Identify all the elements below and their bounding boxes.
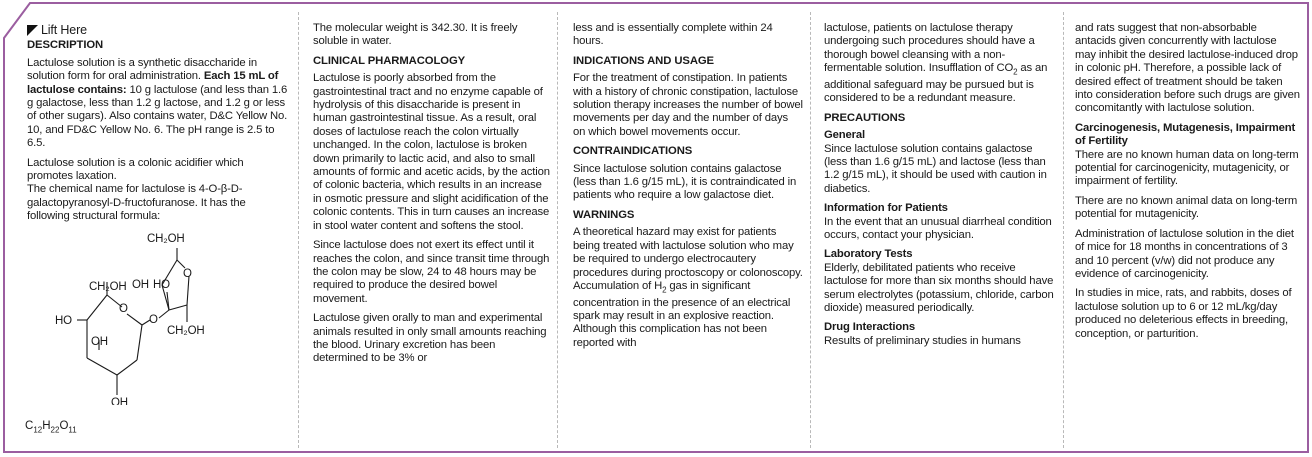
column-description xyxy=(27,24,289,405)
molecular-formula: $C_{12}H_{22}O_{11}$ xyxy=(25,420,77,435)
structural-formula xyxy=(27,230,277,405)
lift-here-label: Lift Here xyxy=(41,23,87,37)
struct-label: OH xyxy=(91,335,108,348)
carcinogenesis-paragraph: There are no known human data on long-term potential for carcinogenicity, mutagenicity, or impairment of fertility. xyxy=(1075,148,1299,188)
contraindications-paragraph: Since lactulose solution contains galactose (less than 1.6 g/15 mL), it is contraindicated in patients who require a low galactose diet. xyxy=(573,162,797,202)
indications-heading: INDICATIONS AND USAGE xyxy=(573,54,714,67)
struct-label: CH₂OH xyxy=(89,280,127,293)
pharmacology-continued: less and is essentially complete within 24 hours. xyxy=(573,22,773,48)
precautions-heading: PRECAUTIONS xyxy=(824,111,906,124)
pharmacology-paragraph: Lactulose given orally to man and experimental animals resulted in only small amounts reaching the blood. Urinary excretion has been determined to be 3% or xyxy=(313,312,547,365)
description-paragraph: Lactulose solution is a synthetic disaccharide in solution form for oral administration. Each 15 mL of lactulose contains: 10 g lactulose (and less than 1.6 g galactose, less than 1.2 g lactose, and 1.2 g or less of other sugars). Also contains water, D&C Yellow No. 10, and FD&C Yellow No. 6. The pH range is 2.5 to 6.5. xyxy=(27,56,288,150)
pharmacology-paragraph: Since lactulose does not exert its effect until it reaches the colon, and since transit time through the colon may be slow, 24 to 48 hours may be required to produce the desired bowel movement. xyxy=(313,239,550,305)
column-carcinogenesis xyxy=(1075,22,1300,347)
column-divider xyxy=(298,12,299,448)
carcinogenesis-paragraph: There are no known animal data on long-term potential for mutagenicity. xyxy=(1075,194,1298,221)
struct-label: OH xyxy=(132,278,149,291)
chemical-name-paragraph: The chemical name for lactulose is 4-O-β-D-galactopyranosyl-D-fructofuranose. It has the following structural formula: xyxy=(27,183,246,223)
lift-here-tab[interactable] xyxy=(27,24,289,37)
struct-label: O xyxy=(183,267,192,280)
struct-label: O xyxy=(119,302,128,315)
molecular-weight-paragraph: The molecular weight is 342.30. It is freely soluble in water. xyxy=(313,22,518,48)
column-precautions xyxy=(824,22,1056,354)
laboratory-tests-subheading: Laboratory Tests xyxy=(824,248,913,261)
structure-drawing xyxy=(27,230,277,405)
carcinogenesis-paragraph: Administration of lactulose solution in the diet of mice for 18 months in concentrations of 3 and 10 percent (v/w) did not produce any evidence of carcinogenicity. xyxy=(1075,227,1294,280)
description-heading: DESCRIPTION xyxy=(27,39,104,52)
information-for-patients-subheading: Information for Patients xyxy=(824,202,948,215)
drug-interactions-paragraph: Results of preliminary studies in humans xyxy=(824,334,1021,347)
struct-label: O xyxy=(149,313,158,326)
struct-label: CH₂OH xyxy=(147,232,185,245)
contraindications-heading: CONTRAINDICATIONS xyxy=(573,145,693,158)
information-paragraph: In the event that an unusual diarrheal condition occurs, contact your physician. xyxy=(824,215,1052,241)
pharmacology-paragraph: Lactulose is poorly absorbed from the gastrointestinal tract and no enzyme capable of hydrolysis of this disaccharide is present in human gastrointestinal tissue. As a result, oral doses of lactulose reach the colon virtually unchanged. In the colon, lactulose is broken down primarily to lactic acid, and also to small amounts of formic and acetic acids, by the action of colonic bacteria, which results in an increase in osmotic pressure and slight acidification of the colonic contents. This in turn causes an increase in stool water content and softens the stool. xyxy=(313,72,550,232)
general-subheading: General xyxy=(824,129,866,142)
warnings-paragraph: A theoretical hazard may exist for patients being treated with lactulose solution who may be required to undergo electrocautery procedures during proctoscopy or colonoscopy. Accumulation of $H_2$ gas in significant concentration in the presence of an electrical spark may result in an explosive reaction. Although this complication has not been reported with xyxy=(573,226,803,349)
warnings-heading: WARNINGS xyxy=(573,208,635,221)
general-paragraph: Since lactulose solution contains galactose (less than 1.6 g/15 mL) and lactose (less than 1.2 g/15 mL), it should be used with caution in diabetics. xyxy=(824,142,1047,195)
drug-interactions-continued: and rats suggest that non-absorbable antacids given concurrently with lactulose may inhibit the desired lactulose-induced drop in colonic pH. Therefore, a possible lack of desired effect of treatment should be taken into consideration before such drugs are given concomitantly with lactulose solution. xyxy=(1075,22,1300,115)
column-divider xyxy=(810,12,811,448)
struct-label: OH xyxy=(111,396,128,405)
carcinogenesis-paragraph: In studies in mice, rats, and rabbits, doses of lactulose solution up to 6 or 12 mL/kg/day produced no deleterious effects in breeding, conception, or parturition. xyxy=(1075,287,1292,340)
clinical-pharmacology-heading: CLINICAL PHARMACOLOGY xyxy=(313,54,466,67)
struct-label: HO xyxy=(153,278,170,291)
laboratory-paragraph: Elderly, debilitated patients who receive lactulose for more than six months should have serum electrolytes (potassium, chloride, carbon dioxide) measured periodically. xyxy=(824,261,1054,314)
column-indications xyxy=(573,22,803,356)
drug-interactions-subheading: Drug Interactions xyxy=(824,321,915,334)
column-divider xyxy=(557,12,558,448)
column-divider xyxy=(1063,12,1064,448)
struct-label: CH₂OH xyxy=(167,324,205,337)
corner-arrow-icon xyxy=(27,25,38,36)
column-clinical-pharmacology xyxy=(313,22,553,372)
carcinogenesis-subheading: Carcinogenesis, Mutagenesis, Impairment of Fertility xyxy=(1075,121,1296,148)
warnings-continued: lactulose, patients on lactulose therapy undergoing such procedures should have a thorough bowel cleansing with a non-fermentable solution. Insufflation of $CO_2$ as an additional safeguard may be pursued but is considered to be a redundant measure. xyxy=(824,22,1048,105)
struct-label: HO xyxy=(55,314,72,327)
indications-paragraph: For the treatment of constipation. In patients with a history of chronic constipation, lactulose solution therapy increases the number of bowel movements per day and the number of days on which bowel movements occur. xyxy=(573,72,803,138)
description-paragraph: Lactulose solution is a colonic acidifier which promotes laxation. xyxy=(27,156,244,183)
